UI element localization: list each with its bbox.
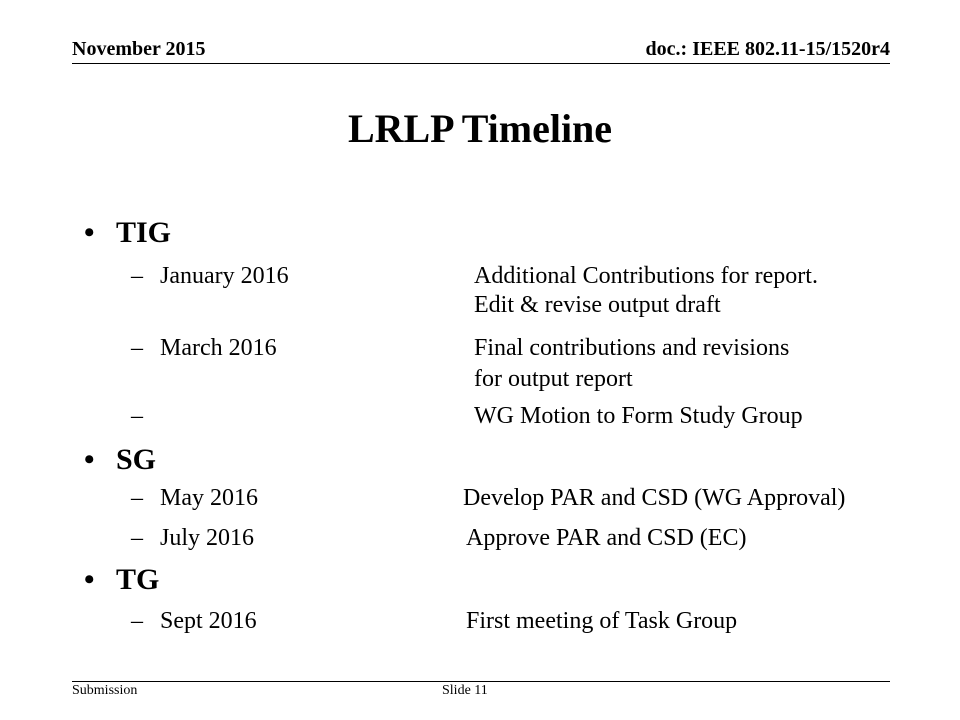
item-date: May 2016 — [160, 485, 258, 511]
item-desc-line: First meeting of Task Group — [466, 608, 738, 634]
dash-icon: – — [131, 335, 143, 361]
dash-icon: – — [131, 525, 143, 551]
section-heading: TIG — [116, 216, 172, 249]
item-desc-line: Develop PAR and CSD (WG Approval) — [463, 485, 846, 511]
item-desc-line: Edit & revise output draft — [474, 292, 721, 318]
footer-slide-number: Slide 11 — [442, 683, 488, 698]
item-desc-line: Additional Contributions for report. — [474, 263, 818, 289]
header-date: November 2015 — [72, 38, 206, 60]
footer-submission: Submission — [72, 683, 138, 698]
item-date: January 2016 — [160, 263, 289, 289]
dash-icon: – — [131, 485, 143, 511]
item-desc-line: WG Motion to Form Study Group — [474, 403, 803, 429]
header-divider — [72, 63, 890, 64]
header-doc-id: doc.: IEEE 802.11-15/1520r4 — [645, 38, 890, 60]
slide-title: LRLP Timeline — [347, 106, 613, 151]
dash-icon: – — [131, 263, 143, 289]
item-desc-line: Final contributions and revisions — [474, 335, 790, 361]
dash-icon: – — [131, 403, 143, 429]
item-date: July 2016 — [160, 525, 255, 551]
section-heading: SG — [116, 443, 157, 476]
item-desc-line: for output report — [474, 366, 633, 392]
footer-divider — [72, 681, 890, 682]
dash-icon: – — [131, 608, 143, 634]
item-date: Sept 2016 — [160, 608, 257, 634]
bullet-icon: • — [84, 563, 95, 596]
item-date: March 2016 — [160, 335, 277, 361]
bullet-icon: • — [84, 216, 95, 249]
item-desc-line: Approve PAR and CSD (EC) — [466, 525, 747, 551]
bullet-icon: • — [84, 443, 95, 476]
section-heading: TG — [116, 563, 160, 596]
